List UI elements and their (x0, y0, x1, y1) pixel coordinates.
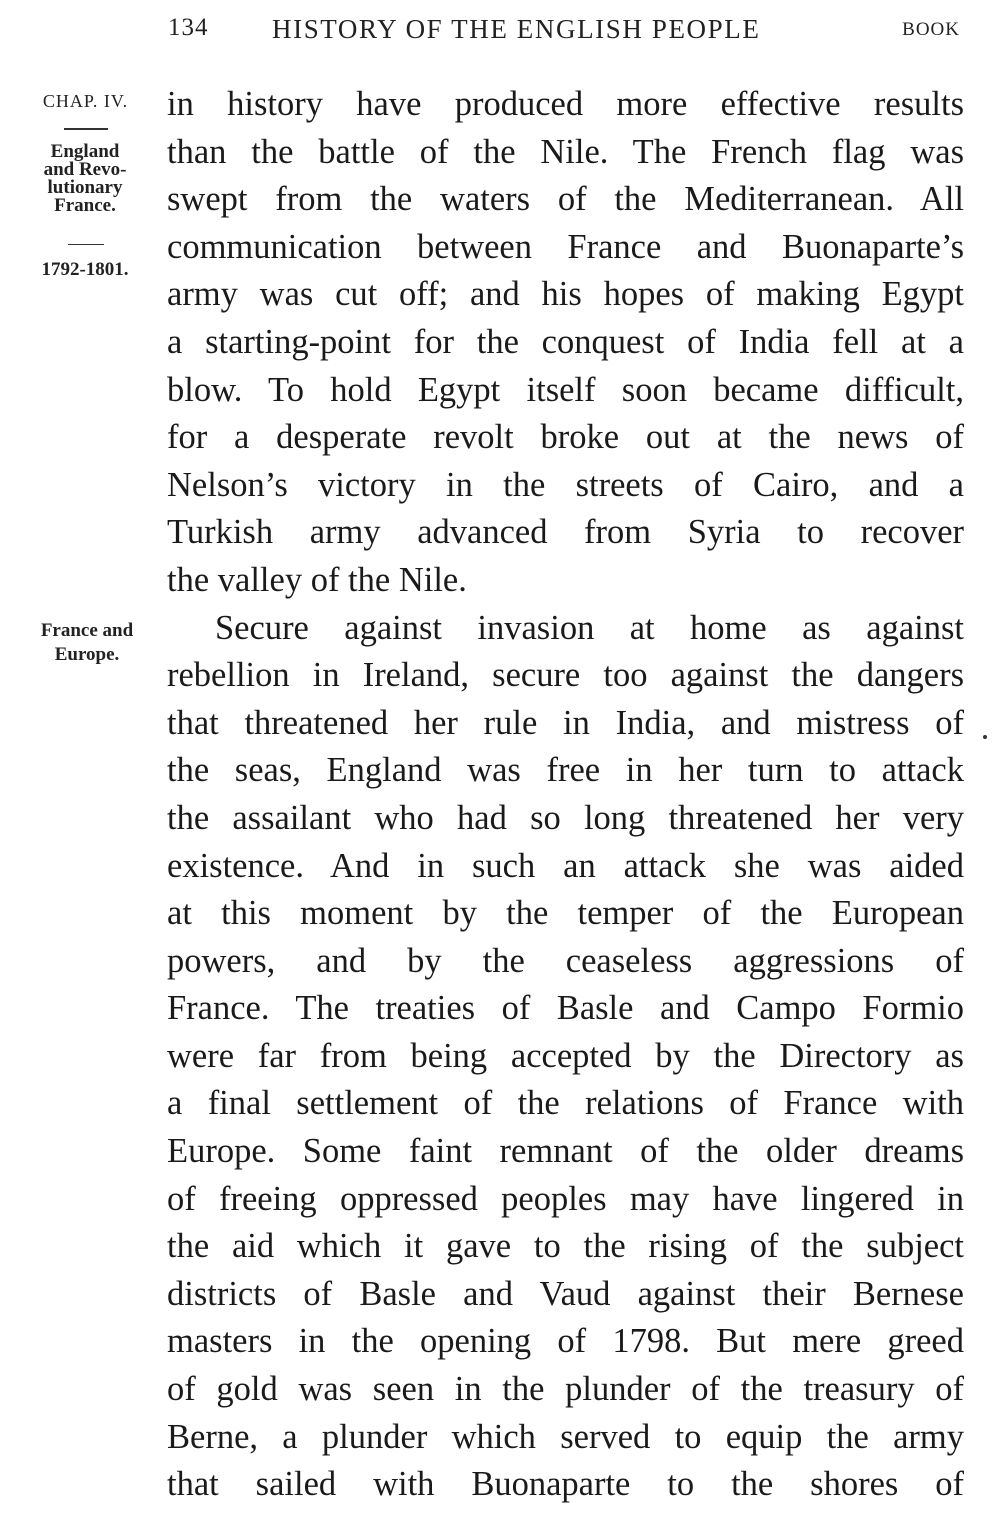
book-label: BOOK (902, 19, 960, 40)
text-line: districts of Basle and Vaud against their Bernese (167, 1274, 964, 1313)
paragraph (167, 605, 964, 1509)
topic2-line: France and (40, 620, 134, 641)
text-line: existence. And in such an attack she was aided (167, 846, 964, 885)
text-line: masters in the opening of 1798. But mere greed (167, 1322, 964, 1361)
running-title: HISTORY OF THE ENGLISH PEOPLE (272, 14, 761, 44)
text-line: a final settlement of the relations of France with (167, 1084, 964, 1123)
text-line: swept from the waters of the Mediterranean. All (167, 180, 964, 219)
text-line: powers, and by the ceaseless aggressions of (167, 941, 964, 980)
date-range-marginal-note: 1792-1801. (41, 259, 129, 280)
topic1-line: and Revo- (43, 159, 127, 180)
text-line: that threatened her rule in India, and mistress of (167, 703, 964, 742)
text-line: the assailant who had so long threatened her very (167, 798, 964, 837)
chapter-marginal-note: CHAP. IV. (42, 91, 129, 111)
margin-divider (64, 128, 108, 130)
text-line: of gold was seen in the plunder of the treasury of (167, 1370, 964, 1409)
topic2-line: Europe. (54, 644, 120, 665)
text-line: a starting-point for the conquest of India fell at a (167, 322, 964, 361)
text-line: at this moment by the temper of the European (167, 894, 964, 933)
text-line: Nelson’s victory in the streets of Cairo, and a (167, 465, 964, 504)
text-line: than the battle of the Nile. The French flag was (167, 132, 964, 171)
text-line: Secure against invasion at home as against (215, 608, 964, 647)
text-line: France. The treaties of Basle and Campo Formio (167, 989, 964, 1028)
text-line: Berne, a plunder which served to equip the army (167, 1417, 964, 1456)
text-line: the seas, England was free in her turn to attack (167, 751, 964, 790)
page-number: 134 (168, 14, 209, 41)
text-line: in history have produced more effective results (167, 85, 964, 123)
text-line: that sailed with Buonaparte to the shores of (167, 1465, 964, 1504)
topic-marginal-note-england (26, 143, 144, 215)
text-line: rebellion in Ireland, secure too against the dangers (167, 656, 964, 695)
text-line: for a desperate revolt broke out at the news of (167, 418, 964, 457)
topic1-line: England (50, 141, 120, 162)
text-line: army was cut off; and his hopes of making Egypt (167, 275, 964, 314)
text-line: of freeing oppressed peoples may have lingered in (167, 1179, 964, 1218)
text-line: blow. To hold Egypt itself soon became difficult, (167, 370, 964, 409)
text-line: communication between France and Buonaparte’s (167, 227, 964, 266)
margin-divider-short (68, 244, 104, 245)
topic1-line: France. (54, 195, 116, 216)
paragraph (167, 81, 964, 605)
topic1-line: lutionary (47, 177, 123, 198)
body-text (167, 81, 964, 1509)
running-header (168, 14, 962, 50)
text-line: were far from being accepted by the Directory as (167, 1036, 964, 1075)
topic-marginal-note-france-europe (18, 619, 156, 667)
text-line: Europe. Some faint remnant of the older dreams (167, 1132, 964, 1171)
print-speck (983, 735, 987, 739)
text-line: the aid which it gave to the rising of the subject (167, 1227, 964, 1266)
text-line: the valley of the Nile. (167, 560, 467, 599)
text-line: Turkish army advanced from Syria to recover (167, 513, 964, 552)
